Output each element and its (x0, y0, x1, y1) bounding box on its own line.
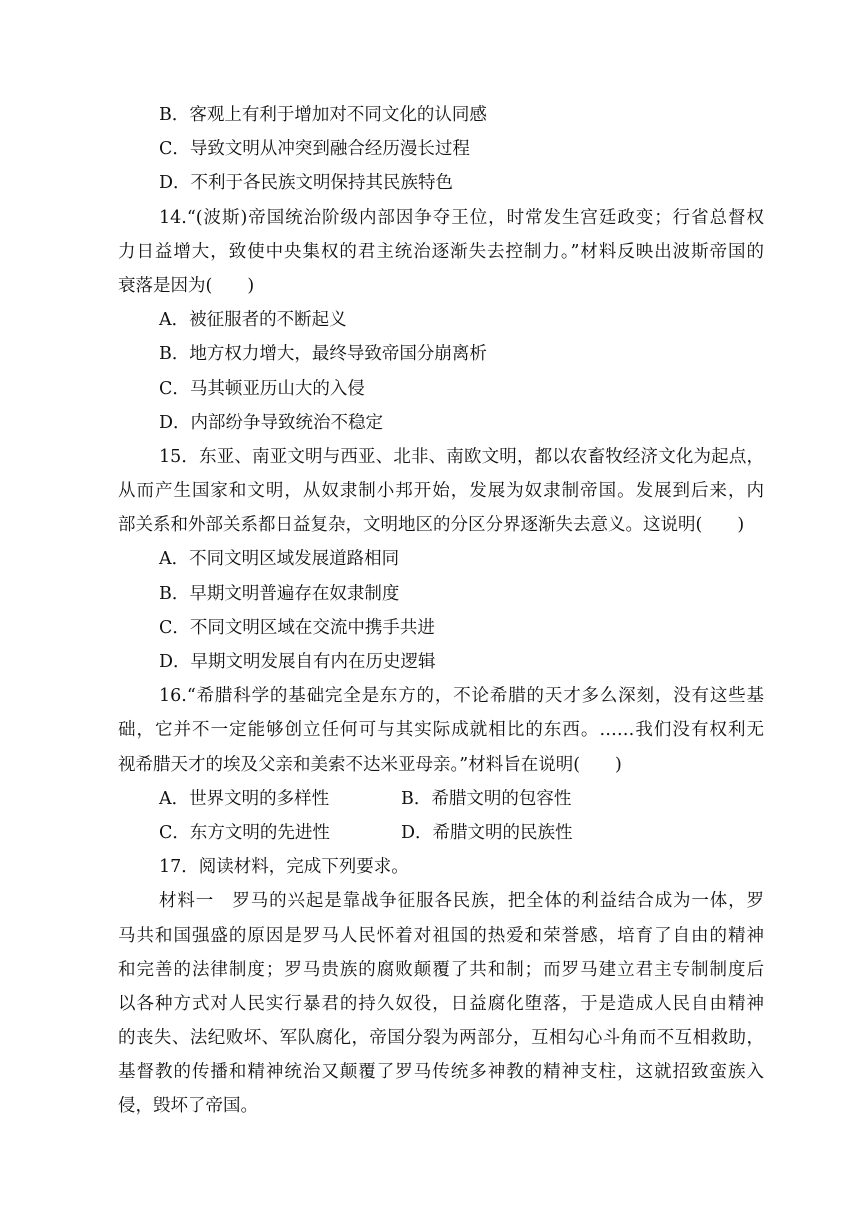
q14-option-b: B．地方权力增大，最终导致帝国分崩离析 (159, 344, 487, 365)
q15-option-a: A．不同文明区域发展道路相同 (159, 549, 400, 570)
q16-option-a: A．世界文明的多样性 (159, 788, 330, 809)
q14-stem-line-2: 力日益增大，致使中央集权的君主统治逐渐失去控制力。”材料反映出波斯帝国的 (118, 241, 764, 262)
q15-option-b: B．早期文明普遍存在奴隶制度 (159, 583, 400, 604)
q17-material1-line-6: 基督教的传播和精神统治又颠覆了罗马传统多神教的精神支柱，这就招致蛮族入 (118, 1062, 764, 1083)
q14-stem-line-3: 衰落是因为( ) (118, 275, 255, 296)
q13-option-d: D．不利于各民族文明保持其民族特色 (159, 173, 454, 194)
q14-option-d: D．内部纷争导致统治不稳定 (159, 412, 384, 433)
q13-option-c: C．导致文明从冲突到融合经历漫长过程 (159, 139, 470, 160)
q15-stem-line-1: 15．东亚、南亚文明与西亚、北非、南欧文明，都以农畜牧经济文化为起点， (159, 446, 764, 467)
q15-stem-line-3: 部关系和外部关系都日益复杂，文明地区的分区分界逐渐失去意义。这说明( ) (118, 515, 745, 536)
q16-stem-line-3: 视希腊天才的埃及父亲和美索不达米亚母亲。”材料旨在说明( ) (118, 754, 622, 775)
q13-option-b: B．客观上有利于增加对不同文化的认同感 (159, 105, 487, 125)
q15-option-c: C．不同文明区域在交流中携手共进 (159, 617, 435, 638)
q16-option-b: B．希腊文明的包容性 (401, 788, 572, 809)
q16-stem-line-2: 础，它并不一定能够创立任何可与其实际成就相比的东西。……我们没有权利无 (118, 720, 764, 741)
q14-option-c: C．马其顿亚历山大的入侵 (159, 378, 365, 399)
document-body (118, 98, 764, 1124)
q16-option-c: C．东方文明的先进性 (159, 822, 330, 843)
q17-material1-line-3: 和完善的法律制度；罗马贵族的腐败颠覆了共和制；而罗马建立君主专制制度后 (118, 959, 764, 980)
q16-options-row-2 (118, 816, 764, 850)
q17-material1-line-1: 材料一 罗马的兴起是靠战争征服各民族，把全体的利益结合成为一体，罗 (159, 891, 764, 912)
q14-option-a: A．被征服者的不断起义 (159, 310, 347, 331)
q16-option-d: D．希腊文明的民族性 (401, 822, 573, 843)
q17-intro: 17．阅读材料，完成下列要求。 (159, 857, 409, 878)
q17-material1-line-4: 以各种方式对人民实行暴君的持久奴役，日益腐化堕落，于是造成人民自由精神 (118, 993, 764, 1014)
q17-material1-line-7: 侵，毁坏了帝国。 (118, 1096, 258, 1117)
q14-stem-line-1: 14.“(波斯)帝国统治阶级内部因争夺王位，时常发生宫廷政变；行省总督权 (159, 207, 764, 228)
q17-material1-line-2: 马共和国强盛的原因是罗马人民怀着对祖国的热爱和荣誉感，培育了自由的精神 (118, 925, 764, 946)
q15-stem-line-2: 从而产生国家和文明，从奴隶制小邦开始，发展为奴隶制帝国。发展到后来，内 (118, 481, 764, 502)
q15-option-d: D．早期文明发展自有内在历史逻辑 (159, 652, 436, 672)
q16-options-row-1 (118, 782, 764, 816)
q16-stem-line-1: 16.“希腊科学的基础完全是东方的，不论希腊的天才多么深刻，没有这些基 (159, 686, 764, 707)
q17-material1-line-5: 的丧失、法纪败坏、军队腐化，帝国分裂为两部分，互相勾心斗角而不互相救助， (118, 1028, 764, 1049)
